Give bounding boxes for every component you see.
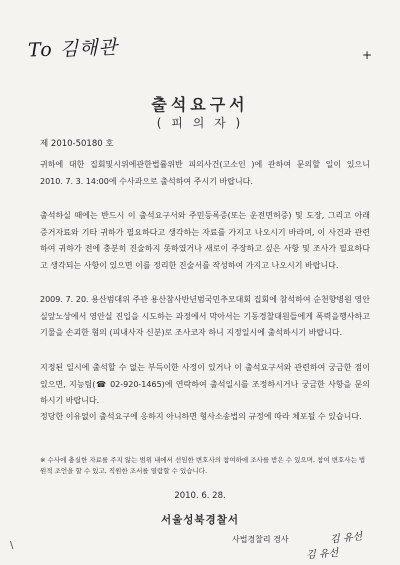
document-number: 제 2010-50180 호 [40, 139, 114, 149]
document-subtitle: ( 피 의 자 ) [156, 116, 244, 130]
handwritten-mark: + [361, 48, 372, 62]
officer-signature-second: 김 유선 [305, 547, 339, 562]
officer-signature: 김 유선 [329, 531, 363, 546]
paragraph-summons: 귀하에 대한 집회및시위에관한법률위반 피의사건(고소인 )에 관하여 문의할 일이 있으니 2010. 7. 3. 14:00에 수사과으로 출석하여 주시기 바랍니다. [40, 160, 370, 186]
paragraph-allegation: 2009. 7. 20. 용산범대위 주관 용산참사반년범국민추모대회 집회에 참석하여 순천향병원 영안실앞노상에서 영안실 진입을 시도하는 과정에서 막아서는 기동경찰대원들에게 폭력을행사하고 기물을 손괴한 혐의 (피내사자 신분)로 조사코자 하니 지정일시에 출석하시기 바랍니다. [40, 295, 370, 337]
lawyer-note: ※ 수사에 충실한 자료를 주지 않는 범위 내에서 선임한 변호사의 참여하에 조사를 받은 수 있으며, 참여 변호사는 법원적 조언을 할 수 있고, 직원한 조서를 열람할 수 있습니다. [40, 456, 366, 475]
paragraph-contact: 지정된 일시에 출석할 수 없는 부득이한 사정이 있거나 이 출석요구서와 관련하여 궁금한 점이 있으면, 지능팀(☎ 02-920-1465)에 연락하여 출석일시를 조정하시거나 궁금한 사항을 문의하시기 바랍니다. [40, 363, 370, 405]
margin-mark: \ [10, 540, 14, 551]
paragraph-warning: 정당한 이유없이 출석요구에 응하지 아니하면 형사소송법의 규정에 따라 체포될 수 있습니다. [40, 412, 362, 421]
officer-rank: 사법경찰리 경사 [232, 535, 289, 544]
handwritten-note: To 김해관 [27, 36, 119, 62]
issuing-police-station: 서울성북경찰서 [160, 514, 239, 526]
document-title: 출석요구서 [151, 95, 249, 114]
paragraph-instructions: 출석하실 때에는 반드시 이 출석요구서와 주민등록증(또는 운전면허증) 및 도장, 그리고 아래 증거자료와 기타 귀하가 필요하다고 생각하는 자료를 가지고 나오시기 바라며, 이 사건과 관련하여 귀하가 전에 충분히 진술하지 못하였거나 새로이 주장하고 싶은 사항 및 조사가 필요하다고 생각되는 사항이 있으면 이를 정리한 진술서를 작성하여 가지고 나오시기 바랍니다. [40, 211, 370, 270]
issue-date: 2010. 6. 28. [174, 491, 226, 501]
